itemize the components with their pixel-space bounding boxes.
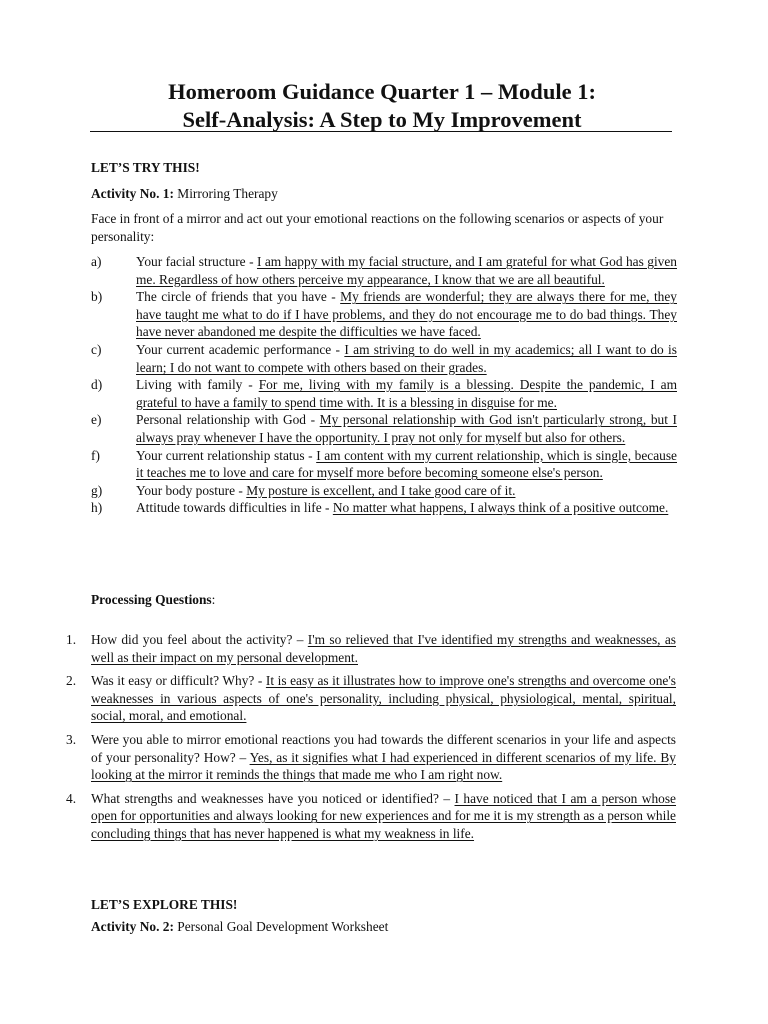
question-answer: It is easy as it illustrates how to improve one's strengths and overcome one's weaknesses in various aspects of one's personality, including physical, physiological, mental, spiritual, social, moral, and emotional. <box>91 673 676 724</box>
list-marker: a) <box>91 254 102 269</box>
section-heading-try-this: LET’S TRY THIS! <box>91 160 200 175</box>
question-prompt: Were you able to mirror emotional reactions you had towards the different scenarios in your life and aspects of your personality? How? – <box>91 731 676 765</box>
scenario-prompt: Living with family - <box>136 377 259 393</box>
scenario-answer: No matter what happens, I always think of a positive outcome. <box>332 500 669 516</box>
activity-2-label: Activity No. 2: <box>91 919 174 934</box>
list-marker: c) <box>91 341 102 357</box>
list-item <box>91 341 677 376</box>
activity-1-line <box>91 185 278 202</box>
question-prompt: Was it easy or difficult? Why? - <box>91 673 266 689</box>
list-marker: b) <box>91 289 103 305</box>
title-line-2: Self-Analysis: A Step to My Improvement <box>182 107 582 132</box>
processing-questions-label: Processing Questions <box>91 592 212 607</box>
list-item-text <box>136 499 677 517</box>
scenario-list <box>91 253 677 517</box>
scenario-answer: My posture is excellent, and I take good care of it. <box>246 482 516 498</box>
question-number: 1. <box>66 632 77 647</box>
list-item-text <box>136 288 677 341</box>
activity-1-label: Activity No. 1: <box>91 186 174 201</box>
scenario-prompt: Your current academic performance - <box>136 341 345 357</box>
scenario-answer: I am happy with my facial structure, and I am grateful for what God has given me. Regardless of how others perceive my appearance, I know that we are all beautiful. <box>136 254 677 287</box>
list-item <box>91 376 677 411</box>
question-answer: I have noticed that I am a person whose open for opportunities and always looking for new experiences and for me it is my strength as a person while concluding things that has never happened is what my weakness in life. <box>91 790 677 841</box>
list-marker: f) <box>91 447 100 463</box>
list-item-text <box>136 253 677 288</box>
scenario-prompt: The circle of friends that you have - <box>136 289 341 305</box>
list-item <box>91 411 677 446</box>
processing-questions-heading <box>91 591 215 608</box>
scenario-prompt: Your body posture - <box>136 482 247 498</box>
activity-1-name: Mirroring Therapy <box>173 186 278 201</box>
scenario-answer: I am striving to do well in my academics; all I want to do is learn; I do not want to compete with others based on their grades. <box>136 341 677 375</box>
processing-question-list <box>66 631 676 849</box>
question-text <box>91 672 676 725</box>
question-prompt: What strengths and weaknesses have you noticed or identified? – <box>91 790 455 806</box>
list-item <box>66 672 676 725</box>
scenario-prompt: Attitude towards difficulties in life - <box>136 500 333 516</box>
list-item <box>91 499 677 517</box>
section-heading-explore-this: LET’S EXPLORE THIS! <box>91 897 238 912</box>
question-number: 3. <box>66 731 77 747</box>
list-item-text <box>136 482 677 500</box>
list-item <box>91 288 677 341</box>
question-text <box>91 790 676 843</box>
title-line-1: Homeroom Guidance Quarter 1 – Module 1: <box>168 79 596 104</box>
question-number: 2. <box>66 673 77 689</box>
list-item <box>91 253 677 288</box>
activity-1-instructions: Face in front of a mirror and act out your emotional reactions on the following scenarios or aspects of your personality: <box>91 211 664 244</box>
title-divider <box>90 131 672 132</box>
question-prompt: How did you feel about the activity? – <box>91 632 308 647</box>
scenario-answer: My personal relationship with God isn't particularly strong, but I always pray whenever I have the opportunity. I pray not only for myself but also for others. <box>136 412 677 445</box>
list-marker: g) <box>91 482 103 498</box>
list-item-text <box>136 411 677 446</box>
scenario-answer: For me, living with my family is a blessing. Despite the pandemic, I am grateful to have a family to spend time with. It is a blessing in disguise for me. <box>136 377 677 410</box>
list-item <box>91 482 677 500</box>
list-marker: e) <box>91 412 102 428</box>
scenario-prompt: Your current relationship status - <box>136 447 317 463</box>
list-item-text <box>136 341 677 376</box>
activity-2-name: Personal Goal Development Worksheet <box>173 919 389 934</box>
question-number: 4. <box>66 790 77 806</box>
question-text <box>91 731 676 784</box>
processing-questions-colon: : <box>211 592 216 607</box>
question-answer: I'm so relieved that I've identified my strengths and weaknesses, as well as their impact on my personal development. <box>91 632 676 665</box>
list-item <box>91 447 677 482</box>
list-marker: d) <box>91 377 103 393</box>
scenario-prompt: Your facial structure - <box>136 254 257 269</box>
scenario-prompt: Personal relationship with God - <box>136 412 320 428</box>
question-text <box>91 631 676 666</box>
scenario-answer: I am content with my current relationship, which is single, because it teaches me to love and care for myself more before becoming someone else's person. <box>136 447 677 481</box>
list-marker: h) <box>91 500 103 516</box>
list-item <box>66 731 676 784</box>
document-title <box>90 78 674 134</box>
list-item <box>66 790 676 843</box>
list-item-text <box>136 447 677 482</box>
scenario-answer: My friends are wonderful; they are always there for me, they have taught me what to do if I have problems, and they do not encourage me to do bad things. They have never abandoned me despite the difficulties we have faced. <box>136 289 677 340</box>
activity-2-line <box>91 918 388 935</box>
list-item <box>66 631 676 666</box>
list-item-text <box>136 376 677 411</box>
question-answer: Yes, as it signifies what I had experienced in different scenarios of my life. By looking at the mirror it reminds the things that made me who I am right now. <box>91 749 676 783</box>
